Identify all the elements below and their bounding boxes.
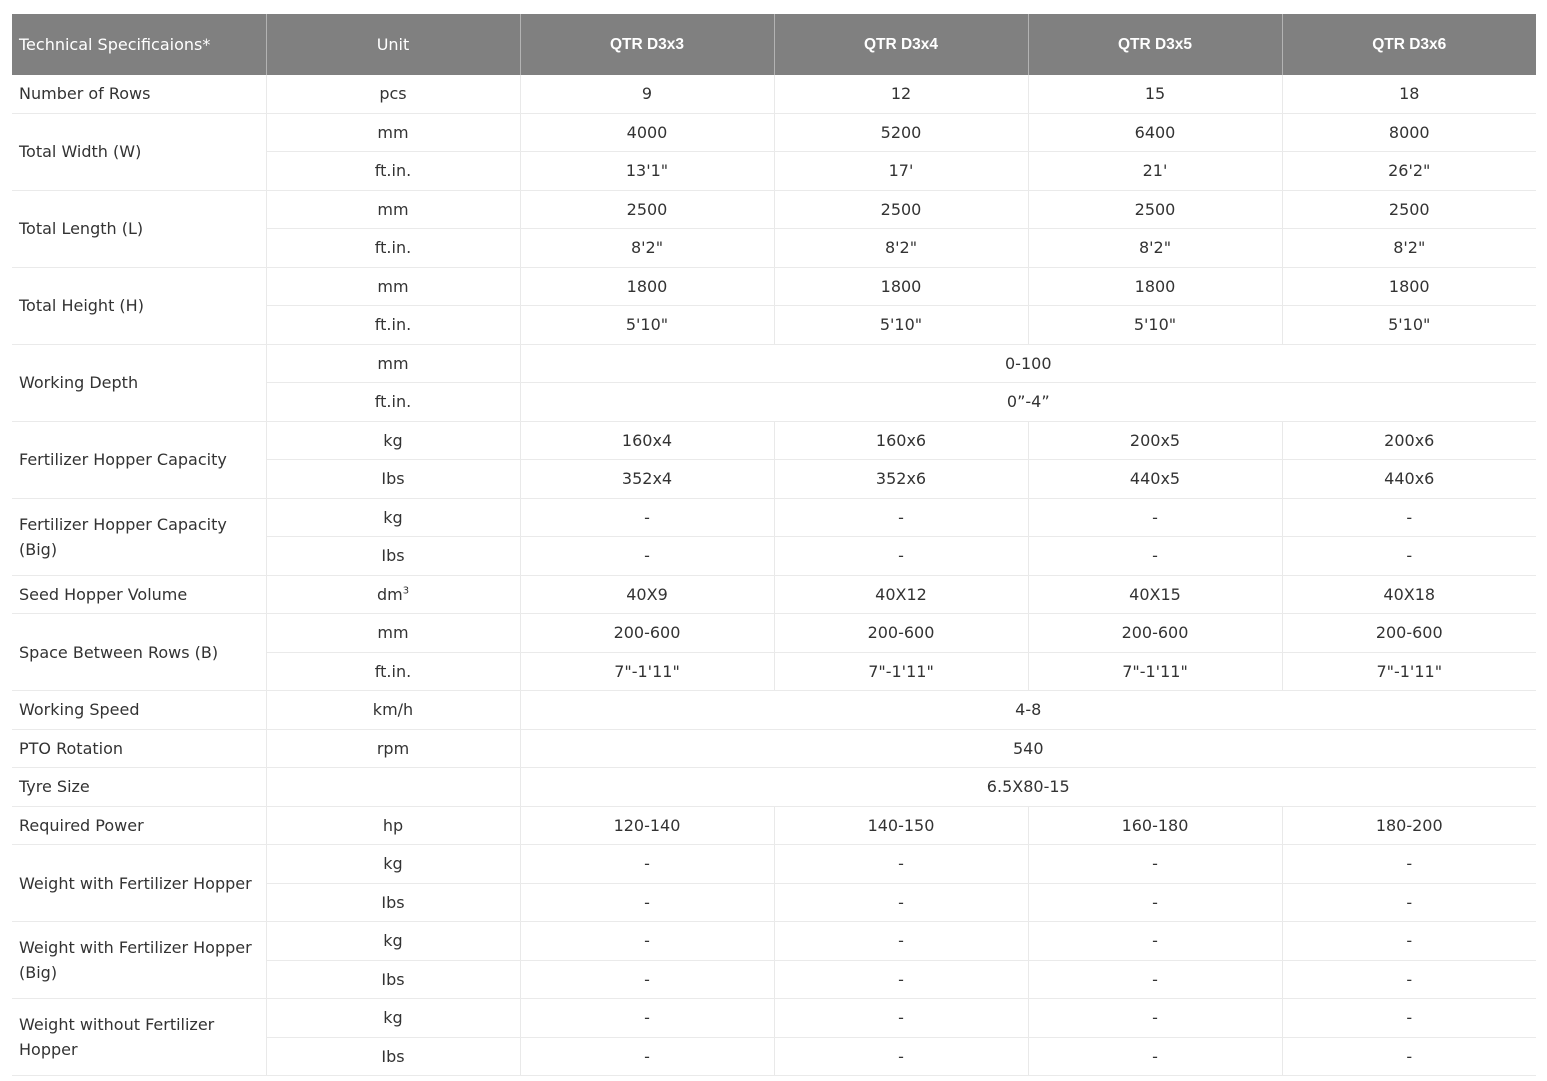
model-column-header: QTR D3x5 xyxy=(1028,14,1282,75)
table-row xyxy=(12,344,1536,383)
unit-cell: rpm xyxy=(266,729,520,768)
spec-label: Total Width (W) xyxy=(12,113,266,190)
value-cell: 5'10" xyxy=(774,306,1028,345)
spec-label: Working Speed xyxy=(12,691,266,730)
model-column-header: QTR D3x6 xyxy=(1282,14,1536,75)
unit-cell xyxy=(266,575,520,614)
value-cell: 160x6 xyxy=(774,421,1028,460)
value-cell: - xyxy=(520,883,774,922)
value-cell: - xyxy=(1282,1037,1536,1076)
value-cell: - xyxy=(1028,498,1282,537)
spec-label: Working Depth xyxy=(12,344,266,421)
value-cell: 180-200 xyxy=(1282,806,1536,845)
unit-cell: hp xyxy=(266,806,520,845)
spec-label: Tyre Size xyxy=(12,768,266,807)
value-cell: 160x4 xyxy=(520,421,774,460)
unit-cell: ft.in. xyxy=(266,652,520,691)
value-cell: 2500 xyxy=(520,190,774,229)
unit-cell: ft.in. xyxy=(266,152,520,191)
table-row xyxy=(12,267,1536,306)
unit-cell: Ibs xyxy=(266,960,520,999)
table-row xyxy=(12,922,1536,961)
unit-cell: mm xyxy=(266,190,520,229)
value-cell: - xyxy=(520,498,774,537)
value-cell: 1800 xyxy=(774,267,1028,306)
value-cell: 352x4 xyxy=(520,460,774,499)
value-cell: - xyxy=(1282,922,1536,961)
value-cell: 200x5 xyxy=(1028,421,1282,460)
value-cell: 0”-4” xyxy=(520,383,1536,422)
table-row xyxy=(12,845,1536,884)
value-cell: - xyxy=(1282,845,1536,884)
unit-cell: kg xyxy=(266,421,520,460)
unit-cell: km/h xyxy=(266,691,520,730)
spec-label: Weight without Fertilizer Hopper xyxy=(12,999,266,1076)
unit-superscript: 3 xyxy=(402,585,410,597)
value-cell: - xyxy=(1028,922,1282,961)
value-cell: - xyxy=(1282,883,1536,922)
spec-label: Number of Rows xyxy=(12,75,266,113)
model-column-header: QTR D3x4 xyxy=(774,14,1028,75)
value-cell: - xyxy=(520,845,774,884)
table-row xyxy=(12,190,1536,229)
spec-label: Space Between Rows (B) xyxy=(12,614,266,691)
value-cell: 5'10" xyxy=(1282,306,1536,345)
value-cell: 15 xyxy=(1028,75,1282,113)
value-cell: 9 xyxy=(520,75,774,113)
value-cell: - xyxy=(774,922,1028,961)
value-cell: - xyxy=(774,999,1028,1038)
value-cell: 200-600 xyxy=(774,614,1028,653)
value-cell: 440x6 xyxy=(1282,460,1536,499)
value-cell: 7"-1'11" xyxy=(1282,652,1536,691)
value-cell: - xyxy=(520,1037,774,1076)
value-cell: 8'2" xyxy=(520,229,774,268)
value-cell: - xyxy=(1028,960,1282,999)
unit-cell xyxy=(266,768,520,807)
spec-label: Total Height (H) xyxy=(12,267,266,344)
value-cell: 40X15 xyxy=(1028,575,1282,614)
table-row xyxy=(12,421,1536,460)
value-cell: 1800 xyxy=(520,267,774,306)
value-cell: 5'10" xyxy=(520,306,774,345)
unit-cell: kg xyxy=(266,999,520,1038)
value-cell: 7"-1'11" xyxy=(1028,652,1282,691)
value-cell: 200-600 xyxy=(1282,614,1536,653)
value-cell: 5200 xyxy=(774,113,1028,152)
value-cell: - xyxy=(1028,537,1282,576)
value-cell: 1800 xyxy=(1282,267,1536,306)
value-cell: - xyxy=(1028,1037,1282,1076)
value-cell: - xyxy=(774,537,1028,576)
value-cell: 200x6 xyxy=(1282,421,1536,460)
value-cell: 40X18 xyxy=(1282,575,1536,614)
value-cell: 140-150 xyxy=(774,806,1028,845)
table-row xyxy=(12,999,1536,1038)
table-row xyxy=(12,691,1536,730)
value-cell: 40X12 xyxy=(774,575,1028,614)
spec-label: Fertilizer Hopper Capacity xyxy=(12,421,266,498)
table-row xyxy=(12,498,1536,537)
value-cell: - xyxy=(520,922,774,961)
value-cell: 4-8 xyxy=(520,691,1536,730)
unit-cell: pcs xyxy=(266,75,520,113)
table-row xyxy=(12,113,1536,152)
value-cell: 26'2" xyxy=(1282,152,1536,191)
value-cell: 0-100 xyxy=(520,344,1536,383)
spec-table xyxy=(12,14,1536,1076)
unit-cell: kg xyxy=(266,498,520,537)
spec-label: Weight with Fertilizer Hopper xyxy=(12,845,266,922)
value-cell: - xyxy=(1282,537,1536,576)
value-cell: - xyxy=(774,845,1028,884)
unit-text: dm xyxy=(376,584,403,604)
unit-cell: Ibs xyxy=(266,537,520,576)
model-column-header: QTR D3x3 xyxy=(520,14,774,75)
value-cell: 1800 xyxy=(1028,267,1282,306)
value-cell: 160-180 xyxy=(1028,806,1282,845)
value-cell: - xyxy=(520,537,774,576)
value-cell: 17' xyxy=(774,152,1028,191)
value-cell: 7"-1'11" xyxy=(774,652,1028,691)
value-cell: 18 xyxy=(1282,75,1536,113)
table-row xyxy=(12,729,1536,768)
value-cell: - xyxy=(1282,498,1536,537)
value-cell: 2500 xyxy=(774,190,1028,229)
value-cell: - xyxy=(1028,845,1282,884)
value-cell: - xyxy=(1028,999,1282,1038)
spec-label: Fertilizer Hopper Capacity (Big) xyxy=(12,498,266,575)
unit-cell: Ibs xyxy=(266,1037,520,1076)
unit-cell: mm xyxy=(266,267,520,306)
header-row xyxy=(12,14,1536,75)
value-cell: 352x6 xyxy=(774,460,1028,499)
value-cell: 200-600 xyxy=(1028,614,1282,653)
value-cell: 540 xyxy=(520,729,1536,768)
value-cell: 21' xyxy=(1028,152,1282,191)
value-cell: - xyxy=(774,498,1028,537)
value-cell: 13'1" xyxy=(520,152,774,191)
spec-label: Weight with Fertilizer Hopper (Big) xyxy=(12,922,266,999)
value-cell: 4000 xyxy=(520,113,774,152)
unit-cell: mm xyxy=(266,614,520,653)
table-row xyxy=(12,575,1536,614)
spec-label: Seed Hopper Volume xyxy=(12,575,266,614)
unit-cell: ft.in. xyxy=(266,383,520,422)
value-cell: 12 xyxy=(774,75,1028,113)
unit-cell: kg xyxy=(266,845,520,884)
value-cell: 8'2" xyxy=(1282,229,1536,268)
value-cell: 2500 xyxy=(1282,190,1536,229)
value-cell: 5'10" xyxy=(1028,306,1282,345)
value-cell: 6.5X80-15 xyxy=(520,768,1536,807)
table-row xyxy=(12,806,1536,845)
unit-column-header: Unit xyxy=(266,14,520,75)
value-cell: - xyxy=(520,999,774,1038)
unit-cell: ft.in. xyxy=(266,229,520,268)
unit-cell: Ibs xyxy=(266,883,520,922)
value-cell: 40X9 xyxy=(520,575,774,614)
unit-cell: ft.in. xyxy=(266,306,520,345)
value-cell: 2500 xyxy=(1028,190,1282,229)
value-cell: - xyxy=(1282,999,1536,1038)
spec-label: Required Power xyxy=(12,806,266,845)
table-row xyxy=(12,768,1536,807)
value-cell: 6400 xyxy=(1028,113,1282,152)
value-cell: - xyxy=(1028,883,1282,922)
value-cell: 8'2" xyxy=(1028,229,1282,268)
value-cell: 200-600 xyxy=(520,614,774,653)
value-cell: 120-140 xyxy=(520,806,774,845)
value-cell: 7"-1'11" xyxy=(520,652,774,691)
unit-cell: kg xyxy=(266,922,520,961)
value-cell: - xyxy=(774,960,1028,999)
unit-cell: mm xyxy=(266,113,520,152)
value-cell: 8'2" xyxy=(774,229,1028,268)
value-cell: - xyxy=(774,883,1028,922)
table-row xyxy=(12,75,1536,113)
table-row xyxy=(12,614,1536,653)
unit-cell: Ibs xyxy=(266,460,520,499)
unit-cell: mm xyxy=(266,344,520,383)
spec-column-header: Technical Specificaions* xyxy=(12,14,266,75)
value-cell: - xyxy=(1282,960,1536,999)
value-cell: 440x5 xyxy=(1028,460,1282,499)
value-cell: - xyxy=(774,1037,1028,1076)
spec-label: Total Length (L) xyxy=(12,190,266,267)
value-cell: - xyxy=(520,960,774,999)
value-cell: 8000 xyxy=(1282,113,1536,152)
spec-label: PTO Rotation xyxy=(12,729,266,768)
